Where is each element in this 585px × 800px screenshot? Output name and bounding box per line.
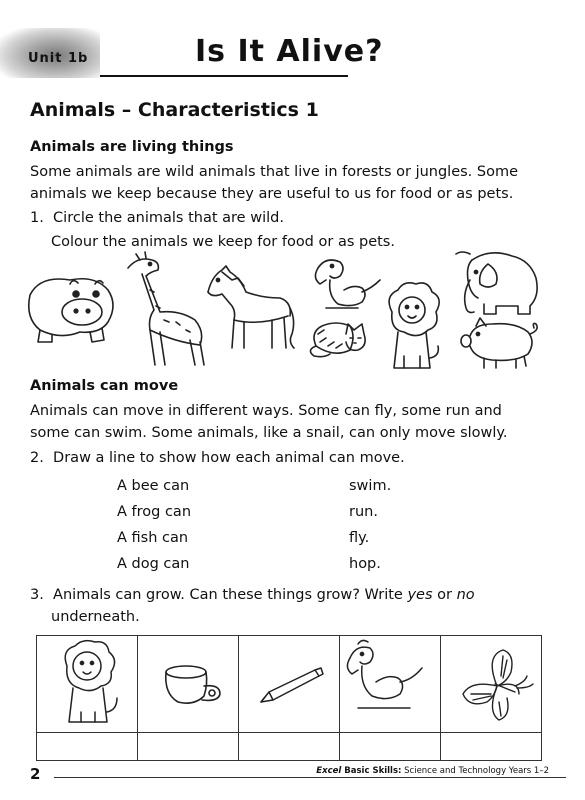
footer-series: Basic Skills: bbox=[341, 766, 402, 776]
answer-cell-dog[interactable] bbox=[340, 733, 441, 761]
living-text-2: animals we keep because they are useful to us for food or as pets. bbox=[30, 186, 514, 202]
cat-icon[interactable] bbox=[310, 323, 365, 357]
q3-instruction-2: underneath. bbox=[51, 609, 140, 625]
lion-icon bbox=[37, 636, 137, 728]
footer-credit bbox=[316, 766, 549, 776]
grow-cell-dog bbox=[340, 636, 441, 733]
answer-cell-cup[interactable] bbox=[138, 733, 239, 761]
elephant-icon[interactable] bbox=[456, 252, 537, 314]
footer-rule bbox=[54, 777, 566, 778]
q3-instruction-1 bbox=[30, 584, 475, 606]
answer-cell-lion[interactable] bbox=[37, 733, 138, 761]
match-right-swim[interactable]: swim. bbox=[349, 478, 392, 494]
move-text-2: some can swim. Some animals, like a snail, can only move slowly. bbox=[30, 425, 508, 441]
match-left-dog[interactable]: A dog can bbox=[117, 556, 190, 572]
grow-table bbox=[36, 635, 542, 761]
grow-cell-cup bbox=[138, 636, 239, 733]
living-text-1: Some animals are wild animals that live in forests or jungles. Some bbox=[30, 164, 519, 180]
match-right-run[interactable]: run. bbox=[349, 504, 378, 520]
unit-label: Unit 1b bbox=[28, 51, 89, 66]
move-heading: Animals can move bbox=[30, 378, 179, 394]
q2-instruction: 2. Draw a line to show how each animal can move. bbox=[30, 450, 405, 466]
match-left-fish[interactable]: A fish can bbox=[117, 530, 189, 546]
dog-icon bbox=[340, 636, 440, 728]
footer-subject: Science and Technology Years 1–2 bbox=[401, 766, 549, 776]
table-row bbox=[37, 733, 542, 761]
cup-icon bbox=[138, 636, 238, 728]
page-title: Is It Alive? bbox=[195, 34, 384, 69]
living-heading: Animals are living things bbox=[30, 139, 234, 155]
grow-cell-lion bbox=[37, 636, 138, 733]
answer-cell-pencil[interactable] bbox=[239, 733, 340, 761]
grow-cell-pencil bbox=[239, 636, 340, 733]
match-left-bee[interactable]: A bee can bbox=[117, 478, 190, 494]
horse-icon[interactable] bbox=[208, 266, 294, 348]
page-number: 2 bbox=[30, 765, 41, 783]
q3-text-b: or bbox=[432, 587, 457, 603]
q3-no: no bbox=[456, 587, 475, 603]
dog-icon[interactable] bbox=[315, 260, 380, 308]
q3-text-a: 3. Animals can grow. Can these things grow? Write bbox=[30, 587, 408, 603]
lion-icon[interactable] bbox=[389, 283, 439, 368]
pencil-icon bbox=[239, 636, 339, 728]
answer-cell-butterfly[interactable] bbox=[441, 733, 542, 761]
table-row bbox=[37, 636, 542, 733]
move-text-1: Animals can move in different ways. Some can fly, some run and bbox=[30, 403, 502, 419]
match-left-frog[interactable]: A frog can bbox=[117, 504, 192, 520]
q1-instruction-1: 1. Circle the animals that are wild. bbox=[30, 210, 284, 226]
footer-brand: Excel bbox=[316, 766, 342, 776]
pig-icon[interactable] bbox=[461, 318, 537, 368]
q1-instruction-2: Colour the animals we keep for food or as pets. bbox=[51, 234, 395, 250]
section-title: Animals – Characteristics 1 bbox=[30, 99, 319, 121]
match-right-hop[interactable]: hop. bbox=[349, 556, 381, 572]
match-right-fly[interactable]: fly. bbox=[349, 530, 370, 546]
hippo-icon[interactable] bbox=[29, 279, 113, 342]
q3-yes: yes bbox=[407, 587, 433, 603]
grow-cell-butterfly bbox=[441, 636, 542, 733]
butterfly-icon bbox=[441, 636, 541, 728]
giraffe-icon[interactable] bbox=[128, 252, 204, 365]
title-underline bbox=[100, 75, 348, 77]
